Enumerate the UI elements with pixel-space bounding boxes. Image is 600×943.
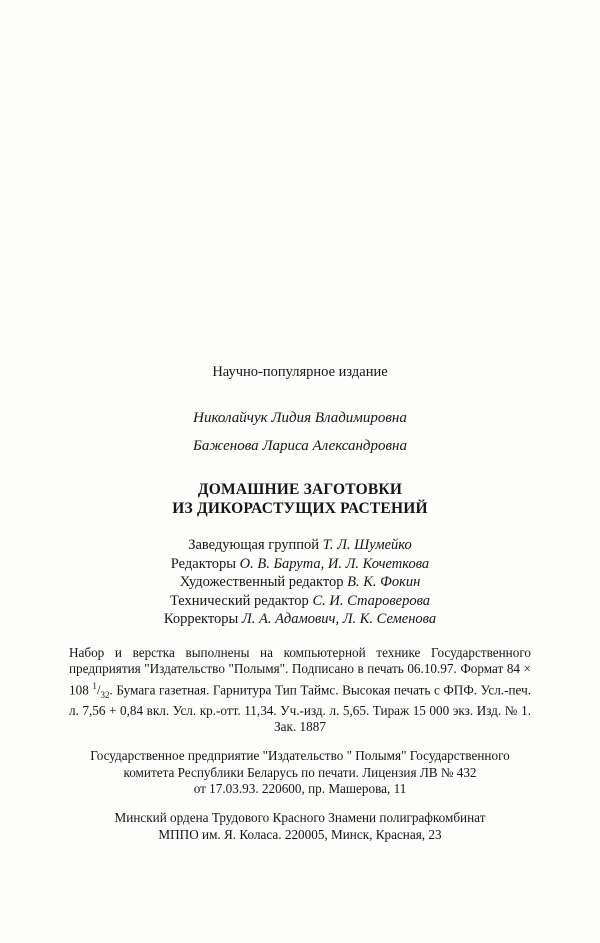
imprint-printer-line: МППО им. Я. Коласа. 220005, Минск, Красная, 23 [158, 826, 442, 842]
imprint-typography-part2: . Бумага газетная. Гарнитура Тип Таймс. Высокая печать с ФПФ. Усл.-печ. л. 7,56 + 0,84 вкл. Усл. кр.-отт. 11,34. Уч.-изд. л. 5,65. Тираж 15 000 экз. Изд. № 1. Зак. 1887 [69, 681, 531, 735]
imprint-typography-part1: Набор и верстка выполнены на компьютерной технике Государственного предприятия "Издательство "Полымя". Подписано в печать 06.10.97. Формат 84 × 108 [69, 644, 531, 697]
staff-names: С. И. Староверова [312, 592, 431, 609]
imprint-publisher [50, 748, 550, 797]
imprint-publisher-line: комитета Республики Беларусь по печати. Лицензия ЛВ № 432 [123, 764, 477, 780]
staff-names: Т. Л. Шумейко [322, 537, 412, 553]
fraction-slash: / [96, 681, 101, 697]
imprint-publisher-line: Государственное предприятие "Издательство " Полымя" Государственного [90, 748, 510, 764]
staff-line-manager [0, 536, 600, 555]
staff-role: Редакторы [170, 555, 240, 572]
imprint-publisher-line: от 17.03.93. 220600, пр. Машерова, 11 [193, 781, 407, 797]
imprint-typography [69, 645, 531, 736]
edition-note: Научно-популярное издание [212, 364, 388, 380]
staff-names: Л. А. Адамович, Л. К. Семенова [241, 611, 437, 628]
author-name-2: Баженова Лариса Александровна [193, 438, 407, 454]
staff-line-proofreaders [0, 610, 600, 629]
imprint-printer [50, 810, 550, 843]
staff-role: Корректоры [163, 611, 242, 628]
book-title [0, 480, 600, 518]
authors-block [0, 404, 600, 460]
author-name-1: Николайчук Лидия Владимировна [193, 410, 407, 426]
fraction-numerator: 1 [92, 680, 97, 691]
staff-names: В. К. Фокин [347, 574, 421, 591]
staff-names: О. В. Барута, И. Л. Кочеткова [239, 555, 430, 572]
staff-line-editors [0, 555, 600, 574]
imprint-printer-line: Минский ордена Трудового Красного Знамени полиграфкомбинат [114, 810, 486, 826]
book-title-line1: ДОМАШНИЕ ЗАГОТОВКИ [197, 481, 403, 498]
staff-block [0, 536, 600, 629]
staff-role: Заведующая группой [188, 537, 323, 553]
fraction-denominator: 32 [100, 689, 110, 700]
staff-line-technical-editor [0, 592, 600, 611]
book-title-line2: ИЗ ДИКОРАСТУЩИХ РАСТЕНИЙ [172, 500, 428, 517]
staff-role: Художественный редактор [179, 574, 348, 591]
staff-line-art-editor [0, 573, 600, 592]
staff-role: Технический редактор [169, 592, 313, 609]
